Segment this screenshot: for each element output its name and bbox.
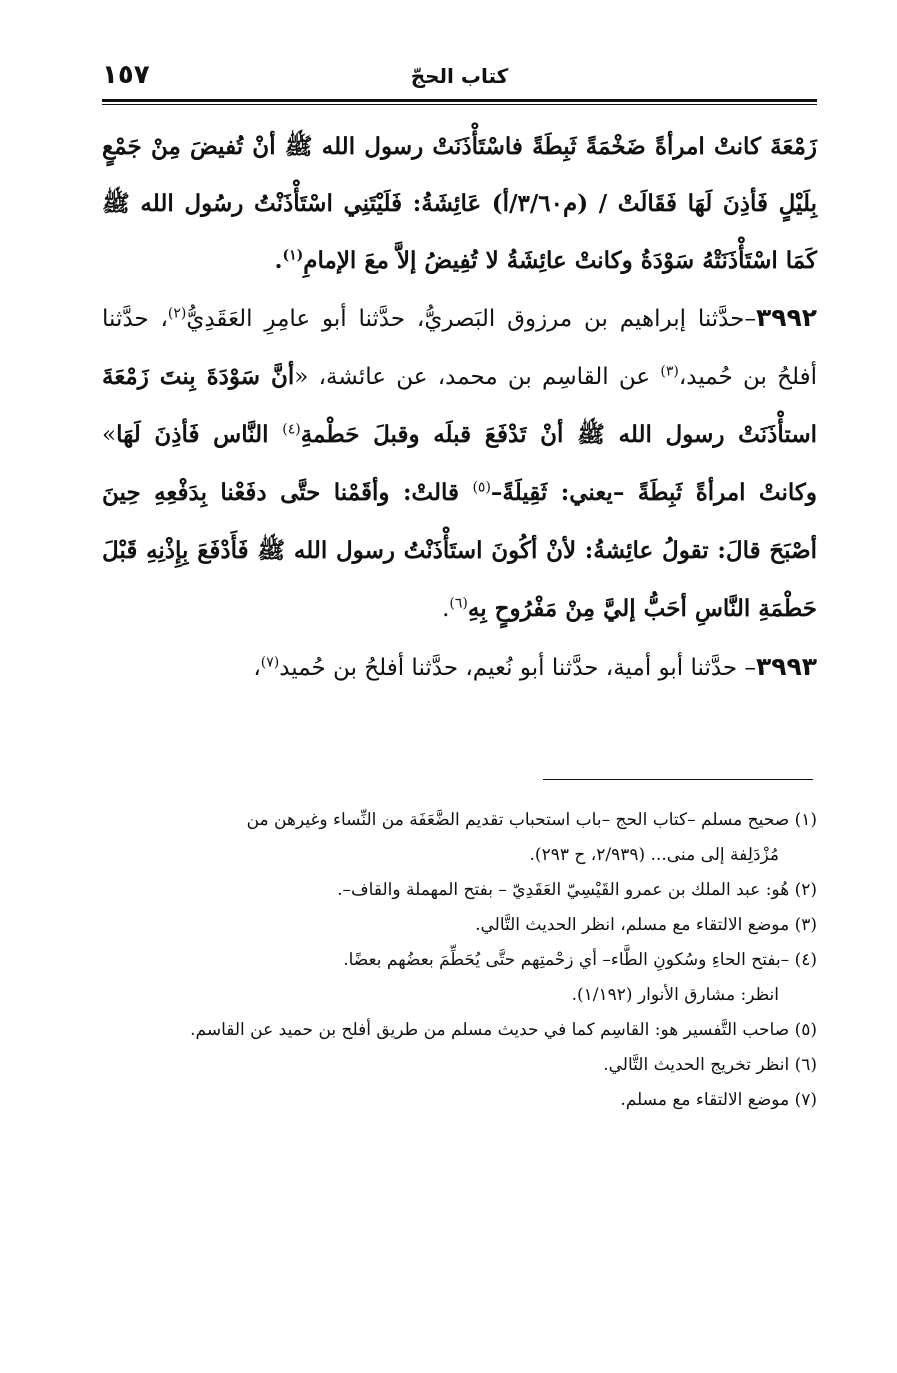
footnote-6: (٦) انظر تخريج الحديث التَّالي. [603, 1055, 817, 1075]
hadith-chain-text: عن القاسِم بن محمد، عن عائشة، « [294, 364, 661, 390]
footnote-ref-5: (٥) [472, 479, 491, 496]
paragraph-continuation [102, 118, 817, 289]
hadith-matn-text: أنَّ سَوْدَةَ بِنتَ زَمْعَةَ استأْذَنَتْ رسول الله ﷺ أنْ تَدْفَعَ قبلَه وقبلَ حَطْمةِ [102, 363, 817, 448]
hadith-matn-text: النَّاس فَأذِنَ لَهَا [116, 421, 283, 448]
paragraph-end: . [274, 247, 283, 274]
page-header [102, 62, 817, 96]
footnote-1: (١) صحيح مسلم –كتاب الحج –باب استحباب تقديم الضَّعَفَة من النِّساء وغيرهن من [246, 810, 817, 830]
footnote-separator [543, 779, 813, 780]
footnote-4: (٤) –بفتح الحاءِ وسُكونِ الطَّاء– أي زحْمتِهم حتَّى يُحَطِّمَ بعضُهم بعضًا. [343, 950, 817, 970]
footnotes [102, 803, 817, 1118]
footnote-4-continuation: انظر: مشارق الأنوار (١/١٩٢). [571, 985, 779, 1005]
footnote-3: (٣) موضع الالتقاء مع مسلم، انظر الحديث التَّالي. [475, 915, 817, 935]
hadith-number: ٣٩٩٣ [755, 652, 817, 681]
hadith-3993 [102, 638, 817, 697]
page-title: كتاب الحجّ [410, 64, 509, 88]
header-rule [102, 99, 817, 102]
footnote-5: (٥) صاحب التَّفسير هو: القاسِم كما في حديث مسلم من طريق أفلح بن حميد عن القاسم. [190, 1020, 817, 1040]
footnote-7: (٧) موضع الالتقاء مع مسلم. [620, 1090, 817, 1110]
hadith-number: ٣٩٩٢ [755, 303, 818, 332]
footnote-ref-4: (٤) [282, 421, 301, 438]
hadith-chain-text: ، حدَّثنا أفلحُ بن حُميد، [102, 306, 817, 390]
footnote-ref-7: (٧) [260, 654, 280, 671]
paragraph-text: زَمْعَةَ كانتْ امرأةً ضَخْمَةً ثَبِطَةً فاسْتَأْذَنَتْ رسول الله ﷺ أنْ تُفيضَ مِنْ جَمْعٍ بِلَيْلٍ فَأذِنَ لَهَا فَقَالَتْ / (م٣/٦٠/أ) عَائِشَةُ: فَلَيْتَنِي اسْتَأْذَنْتُ رسُول الله ﷺ كَمَا اسْتَأْذَنَتْهُ سَوْدَةُ وكانتْ عائِشَةُ لا تُفِيضُ إلاَّ معَ الإمامِ [102, 133, 817, 274]
main-text [102, 118, 817, 697]
footnote-ref-2: (٢) [167, 305, 187, 322]
footnote-ref-6: (٦) [449, 595, 468, 612]
footnote-1-continuation: مُزْدَلِفة إلى منى... (٢/٩٣٩، ح ٢٩٣). [529, 845, 779, 865]
footnote-2: (٢) هُو: عبد الملك بن عمرو القَيْسِيّ العَقَدِيّ – بفتح المهملة والقاف–. [337, 880, 817, 900]
hadith-matn-text: وكانتْ امرأةً ثَبِطَةً –يعني: ثَقِيلَةً– [490, 479, 817, 506]
hadith-chain-text: – حدَّثنا أبو أمية، حدَّثنا أبو نُعيم، حدَّثنا أفلحُ بن حُميد [279, 655, 756, 681]
hadith-matn-text: قالتْ: وأقَمْنا حتَّى دفَعْنا بِدَفْعِهِ حِينَ أصْبَحَ قالَ: تقولُ عائِشةُ: لأنْ أكُونَ استَأْذَنْتُ رسول الله ﷺ فَأَدْفَعَ بِإِذْنِهِ قَبْلَ حَطْمَةِ النَّاسِ أحَبُّ إليَّ مِنْ مَفْرُوحٍ بِهِ [102, 479, 817, 622]
footnote-ref-3: (٣) [660, 363, 679, 380]
paragraph-end: . [442, 596, 450, 622]
header-rule-thin [102, 104, 817, 105]
hadith-3992 [102, 289, 817, 638]
quote-close: » [102, 422, 117, 448]
hadith-chain-text: –حدَّثنا إبراهيم بن مرزوق البَصريُّ، حدَّثنا أبو عامِرِ العَقَدِيُّ [186, 306, 756, 332]
paragraph-end: ، [253, 655, 261, 681]
footnote-ref-1: (١) [282, 247, 304, 264]
page-number: ١٥٧ [102, 60, 150, 90]
